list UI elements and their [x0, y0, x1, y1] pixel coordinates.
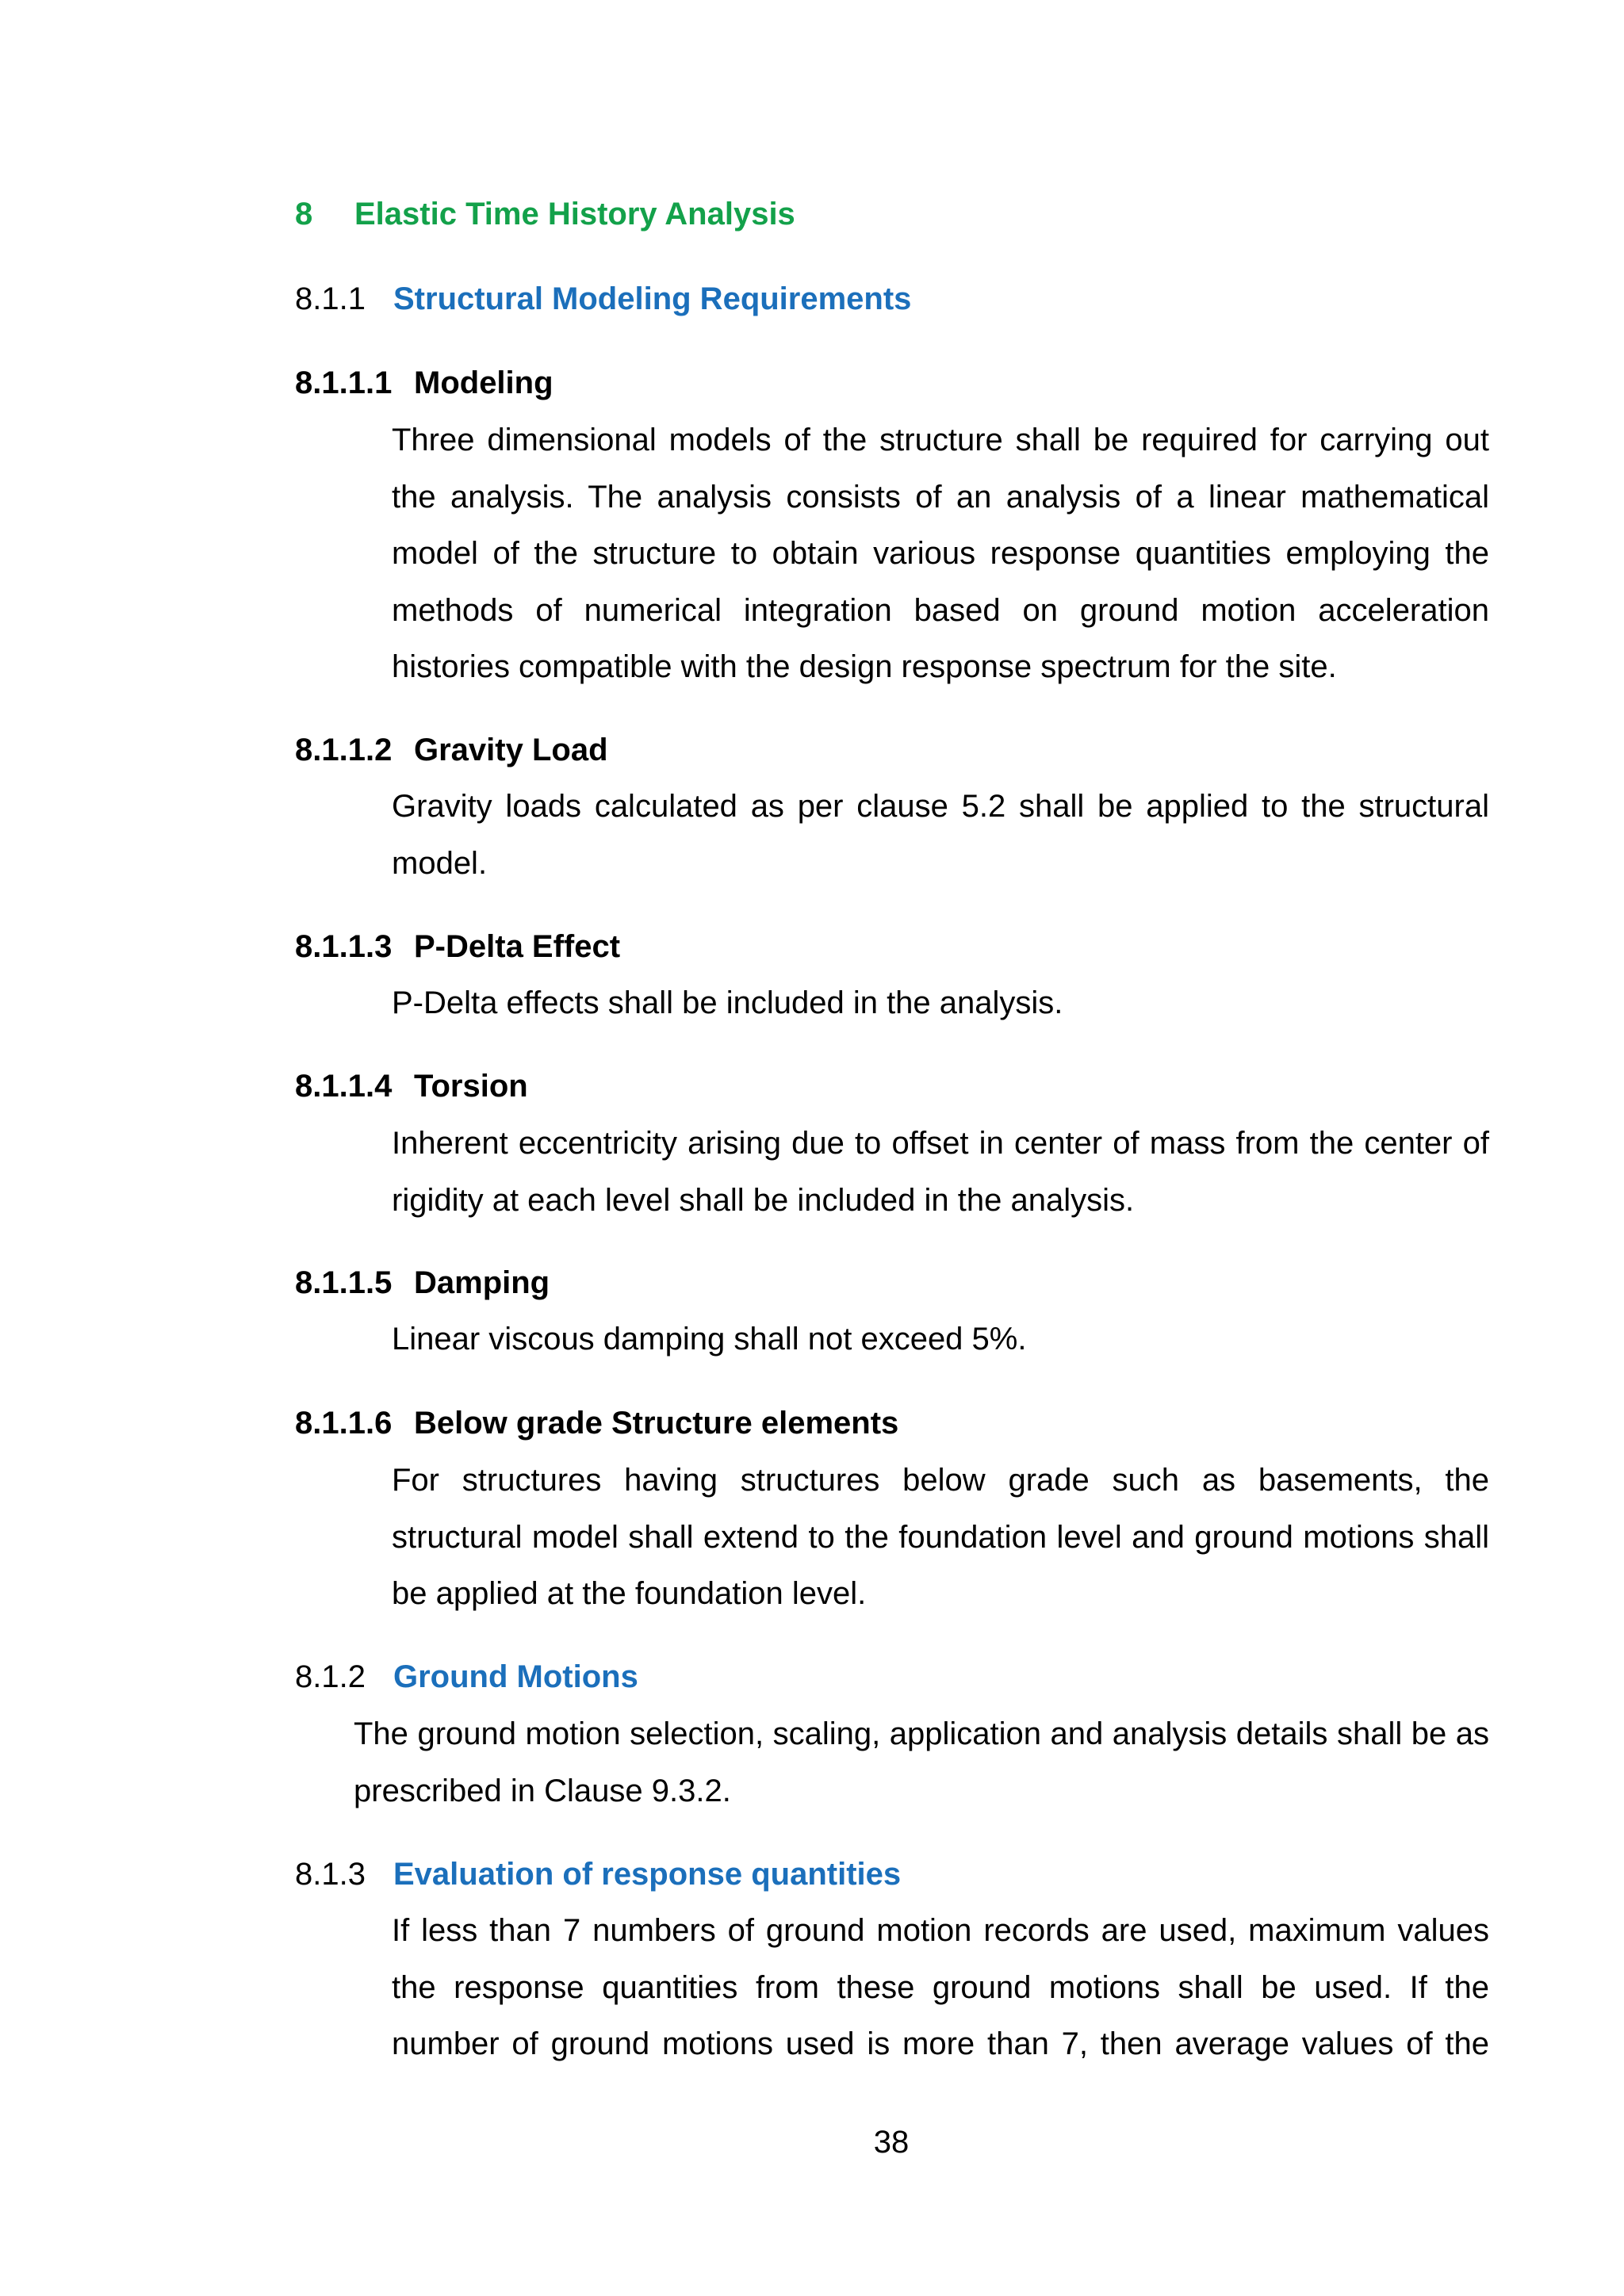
subsection-heading-8-1-1-4: [295, 1067, 528, 1105]
subsection-title: Torsion: [414, 1069, 528, 1104]
subsection-number: 8.1.1.2: [295, 733, 393, 767]
chapter-heading: [295, 195, 795, 233]
chapter-title: Elastic Time History Analysis: [354, 197, 795, 232]
subsection-number: 8.1.1.5: [295, 1265, 393, 1300]
section-title: Ground Motions: [393, 1659, 638, 1694]
section-heading-8-1-2: [295, 1658, 638, 1696]
paragraph-below-grade: For structures having structures below grade such as basements, the structural model shall extend to the foundation level and ground motions shall be applied at the foundation level.: [392, 1463, 1489, 1611]
subsection-number: 8.1.1.4: [295, 1069, 393, 1104]
subsection-heading-8-1-1-3: [295, 928, 620, 966]
page-number: 38: [873, 2125, 910, 2160]
paragraph-damping: Linear viscous damping shall not exceed 5%.: [392, 1322, 1027, 1357]
paragraph-torsion: Inherent eccentricity arising due to offset in center of mass from the center of rigidity at each level shall be included in the analysis.: [392, 1126, 1489, 1218]
paragraph-p-delta: P-Delta effects shall be included in the analysis.: [392, 985, 1063, 1020]
subsection-heading-8-1-1-2: [295, 731, 608, 769]
section-number: 8.1.3: [295, 1857, 366, 1892]
subsection-number: 8.1.1.6: [295, 1406, 393, 1441]
subsection-title: Gravity Load: [414, 733, 608, 767]
subsection-title: Damping: [414, 1265, 550, 1300]
paragraph-modeling: Three dimensional models of the structure shall be required for carrying out the analysis. The analysis consists of an analysis of a linear mathematical model of the structure to obtain various response quantities employing the methods of numerical integration based on ground motion acceleration histories compatible with the design response spectrum for the site.: [392, 423, 1489, 684]
section-number: 8.1.1: [295, 281, 366, 316]
section-title: Structural Modeling Requirements: [393, 281, 912, 316]
chapter-number: 8: [295, 197, 313, 232]
section-number: 8.1.2: [295, 1659, 366, 1694]
section-heading-8-1-1: [295, 280, 911, 318]
subsection-number: 8.1.1.3: [295, 929, 393, 964]
subsection-title: Below grade Structure elements: [414, 1406, 899, 1441]
subsection-heading-8-1-1-6: [295, 1404, 898, 1442]
subsection-heading-8-1-1-1: [295, 364, 553, 402]
section-title: Evaluation of response quantities: [393, 1857, 902, 1892]
paragraph-ground-motions: The ground motion selection, scaling, application and analysis details shall be as prescribed in Clause 9.3.2.: [354, 1716, 1489, 1808]
paragraph-response-quantities: If less than 7 numbers of ground motion records are used, maximum values the response quantities from these ground motions shall be used. If the number of ground motions used is more than 7, then average values of the: [392, 1913, 1489, 2061]
section-heading-8-1-3: [295, 1855, 901, 1893]
subsection-heading-8-1-1-5: [295, 1264, 550, 1302]
subsection-number: 8.1.1.1: [295, 365, 393, 400]
subsection-title: P-Delta Effect: [414, 929, 621, 964]
paragraph-gravity-load: Gravity loads calculated as per clause 5.2 shall be applied to the structural model.: [392, 789, 1489, 881]
subsection-title: Modeling: [414, 365, 553, 400]
